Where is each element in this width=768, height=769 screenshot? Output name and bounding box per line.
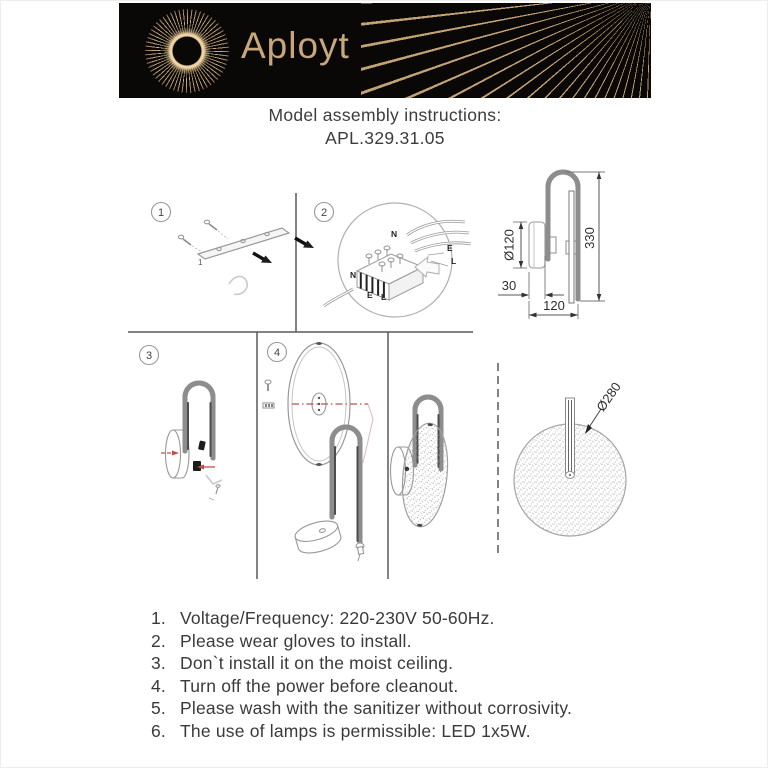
item-number: 5. (151, 698, 166, 719)
step-4-diagram (263, 342, 373, 561)
list-item (151, 675, 691, 698)
item-text: Please wash with the sanitizer without corrosivity. (180, 698, 573, 719)
part-label: 1 (198, 258, 203, 267)
step-1-number: 1 (157, 207, 165, 219)
dim-plate-diameter: Ø120 (501, 229, 517, 261)
step-3-diagram (161, 383, 222, 500)
wire-label-n-bottom: N (350, 270, 357, 280)
list-item (151, 607, 691, 630)
step-4-number: 4 (273, 347, 281, 359)
item-number: 2. (151, 630, 166, 651)
list-item (151, 697, 691, 720)
wire-label-l-bottom: L (381, 292, 387, 302)
wire-label-e-top: E (447, 243, 453, 253)
item-number: 3. (151, 653, 166, 674)
item-text: Voltage/Frequency: 220-230V 50-60Hz. (180, 608, 495, 628)
dim-height: 330 (582, 227, 597, 249)
item-number: 6. (151, 720, 166, 741)
step-1-diagram (178, 220, 314, 294)
wire-label-l-top: L (451, 256, 457, 266)
list-item (151, 720, 691, 743)
list-item (151, 630, 691, 653)
step-3-number: 3 (145, 350, 153, 362)
brand-name: Aployt (241, 25, 350, 66)
item-text: Don`t install it on the moist ceiling. (180, 653, 454, 674)
wire-label-n-top: N (391, 229, 398, 239)
wire-label-e-bottom: E (367, 290, 373, 300)
assembled-lamp-view (391, 397, 453, 529)
dim-depth: 30 (501, 278, 517, 293)
item-text: Turn off the power before cleanout. (180, 675, 459, 696)
item-number: 4. (151, 675, 166, 696)
page-title: Model assembly instructions: (268, 105, 502, 125)
step-2-diagram (324, 203, 471, 317)
dim-width: 120 (543, 298, 565, 313)
dimension-drawing (498, 172, 605, 319)
item-text: The use of lamps is permissible: LED 1x5W. (180, 720, 531, 741)
item-text: Please wear gloves to install. (180, 630, 412, 651)
item-number: 1. (151, 608, 166, 628)
panel-dividers (128, 193, 498, 579)
disc-front-view (514, 379, 626, 536)
instructions-list (151, 607, 691, 743)
dim-disc-diameter: Ø280 (593, 379, 624, 415)
step-2-number: 2 (320, 207, 328, 219)
list-item (151, 652, 691, 675)
step-badges (140, 203, 334, 365)
model-number: APL.329.31.05 (325, 128, 445, 148)
